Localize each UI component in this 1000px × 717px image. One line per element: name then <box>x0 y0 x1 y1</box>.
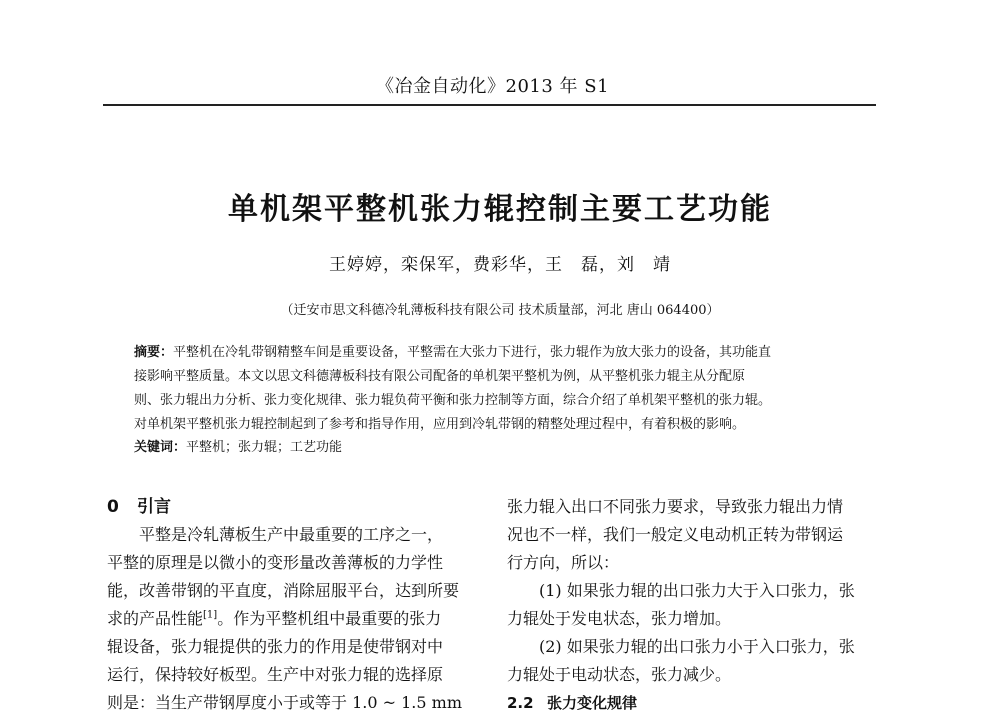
body-line: 平整是冷轧薄板生产中最重要的工序之一， <box>139 525 444 544</box>
body-line: 平整的原理是以微小的变形量改善薄板的力学性 <box>107 553 444 572</box>
left-column <box>107 493 482 717</box>
body-line: (1) 如果张力辊的出口张力大于入口张力，张 <box>539 581 855 600</box>
section-number: 0 <box>107 497 119 517</box>
body-line: 况也不一样，我们一般定义电动机正转为带钢运 <box>507 525 844 544</box>
subsection-title: 张力变化规律 <box>547 694 638 712</box>
body-line <box>107 605 482 633</box>
abstract-label: 摘要： <box>134 345 174 360</box>
keywords-text: 平整机；张力辊；工艺功能 <box>186 440 343 455</box>
abstract-line: 对单机架平整机张力辊控制起到了参考和指导作用，应用到冷轧带钢的精整处理过程中，有着积极的影响。 <box>134 417 746 432</box>
body-line: 张力辊入出口不同张力要求，导致张力辊出力情 <box>507 497 844 516</box>
citation-marker: [1] <box>203 609 218 621</box>
abstract-line: 接影响平整质量。本文以思文科德薄板科技有限公司配备的单机架平整机为例，从平整机张力辊主从分配原 <box>134 369 746 384</box>
body-line: (2) 如果张力辊的出口张力小于入口张力，张 <box>539 637 855 656</box>
subsection-number: 2.2 <box>507 694 534 712</box>
abstract-line <box>134 341 854 365</box>
body-text: 。作为平整机组中最重要的张力 <box>217 609 442 628</box>
body-line: 力辊处于发电状态，张力增加。 <box>507 609 732 628</box>
section-heading <box>107 493 482 521</box>
affiliation: （迁安市思文科德冷轧薄板科技有限公司 技术质量部，河北 唐山 064400） <box>280 303 720 318</box>
abstract-line: 则、张力辊出力分析、张力变化规律、张力辊负荷平衡和张力控制等方面，综合介绍了单机架平整机的张力辊。 <box>134 393 772 408</box>
section-title: 引言 <box>137 497 171 517</box>
subsection-heading <box>507 689 882 717</box>
body-line: 则是：当生产带钢厚度小于或等于 1.0 ~ 1.5 mm <box>107 693 462 712</box>
header-rule <box>103 104 876 106</box>
body-line: 辊设备，张力辊提供的张力的作用是使带钢对中 <box>107 637 444 656</box>
body-line: 力辊处于电动状态，张力减少。 <box>507 665 732 684</box>
journal-header: 《冶金自动化》2013 年 S1 <box>376 76 610 97</box>
abstract <box>134 341 854 437</box>
abstract-text: 平整机在冷轧带钢精整车间是重要设备，平整需在大张力下进行，张力辊作为放大张力的设备，其功能直 <box>173 345 772 360</box>
body-line: 行方向，所以： <box>507 553 620 572</box>
body-line: 能，改善带钢的平直度，消除屈服平台，达到所要 <box>107 581 460 600</box>
body-line: 运行，保持较好板型。生产中对张力辊的选择原 <box>107 665 444 684</box>
authors: 王婷婷，栾保军，费彩华，王 磊，刘 靖 <box>329 255 671 275</box>
keywords-label: 关键词： <box>134 440 187 455</box>
body-text: 求的产品性能 <box>107 609 204 628</box>
paper-title: 单机架平整机张力辊控制主要工艺功能 <box>228 192 772 227</box>
keywords <box>134 436 342 455</box>
right-column <box>507 493 882 717</box>
